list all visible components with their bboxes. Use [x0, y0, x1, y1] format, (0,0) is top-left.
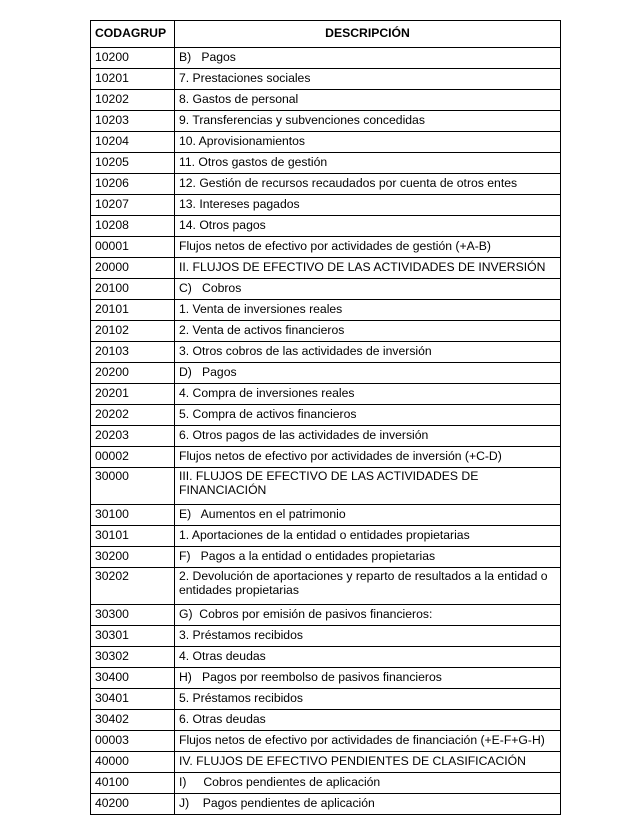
table-row [91, 237, 561, 258]
row-description: B) Pagos [175, 48, 561, 69]
table-row [91, 773, 561, 794]
row-code: 30400 [91, 668, 175, 689]
table-row [91, 216, 561, 237]
row-code: 40000 [91, 752, 175, 773]
table-row [91, 710, 561, 731]
table-row [91, 279, 561, 300]
row-description: 4. Compra de inversiones reales [175, 384, 561, 405]
row-description: 1. Venta de inversiones reales [175, 300, 561, 321]
table-body [91, 48, 561, 815]
table-row [91, 731, 561, 752]
table-row [91, 526, 561, 547]
row-code: 40200 [91, 794, 175, 815]
row-description: 2. Devolución de aportaciones y reparto de resultados a la entidad o entidades propietarias [175, 568, 561, 605]
row-description: C) Cobros [175, 279, 561, 300]
row-description: 5. Préstamos recibidos [175, 689, 561, 710]
row-code: 30202 [91, 568, 175, 605]
table-row [91, 752, 561, 773]
table-row [91, 547, 561, 568]
row-description: 5. Compra de activos financieros [175, 405, 561, 426]
table-row [91, 626, 561, 647]
row-code: 30101 [91, 526, 175, 547]
table-row [91, 111, 561, 132]
row-code: 30300 [91, 605, 175, 626]
row-description: 7. Prestaciones sociales [175, 69, 561, 90]
row-description: 3. Otros cobros de las actividades de inversión [175, 342, 561, 363]
row-description: E) Aumentos en el patrimonio [175, 505, 561, 526]
table-row [91, 505, 561, 526]
table-row [91, 647, 561, 668]
row-description: Flujos netos de efectivo por actividades de financiación (+E-F+G-H) [175, 731, 561, 752]
row-code: 20103 [91, 342, 175, 363]
row-code: 30200 [91, 547, 175, 568]
table-row [91, 668, 561, 689]
row-description: H) Pagos por reembolso de pasivos financieros [175, 668, 561, 689]
row-description: 6. Otras deudas [175, 710, 561, 731]
row-description: II. FLUJOS DE EFECTIVO DE LAS ACTIVIDADES DE INVERSIÓN [175, 258, 561, 279]
table-row [91, 174, 561, 195]
row-description: I) Cobros pendientes de aplicación [175, 773, 561, 794]
row-code: 30401 [91, 689, 175, 710]
table-row [91, 794, 561, 815]
table-row [91, 447, 561, 468]
row-code: 10203 [91, 111, 175, 132]
row-code: 10202 [91, 90, 175, 111]
table-header-row [91, 21, 561, 48]
row-code: 30402 [91, 710, 175, 731]
row-description: 3. Préstamos recibidos [175, 626, 561, 647]
table-row [91, 69, 561, 90]
row-code: 30000 [91, 468, 175, 505]
row-code: 00003 [91, 731, 175, 752]
row-description: D) Pagos [175, 363, 561, 384]
row-description: 9. Transferencias y subvenciones concedidas [175, 111, 561, 132]
table-row [91, 363, 561, 384]
row-description: J) Pagos pendientes de aplicación [175, 794, 561, 815]
table-row [91, 195, 561, 216]
row-code: 20200 [91, 363, 175, 384]
row-description: 8. Gastos de personal [175, 90, 561, 111]
table-row [91, 605, 561, 626]
row-description: Flujos netos de efectivo por actividades de gestión (+A-B) [175, 237, 561, 258]
row-code: 30301 [91, 626, 175, 647]
row-description: 6. Otros pagos de las actividades de inversión [175, 426, 561, 447]
row-description: 13. Intereses pagados [175, 195, 561, 216]
row-code: 10205 [91, 153, 175, 174]
row-code: 20102 [91, 321, 175, 342]
table-row [91, 405, 561, 426]
table-row [91, 384, 561, 405]
table-row [91, 342, 561, 363]
row-code: 20100 [91, 279, 175, 300]
row-description: III. FLUJOS DE EFECTIVO DE LAS ACTIVIDADES DE FINANCIACIÓN [175, 468, 561, 505]
table-row [91, 689, 561, 710]
row-description: IV. FLUJOS DE EFECTIVO PENDIENTES DE CLASIFICACIÓN [175, 752, 561, 773]
row-description: 14. Otros pagos [175, 216, 561, 237]
code-table [90, 20, 561, 815]
row-description: Flujos netos de efectivo por actividades de inversión (+C-D) [175, 447, 561, 468]
row-description: 1. Aportaciones de la entidad o entidades propietarias [175, 526, 561, 547]
table-row [91, 132, 561, 153]
row-code: 10206 [91, 174, 175, 195]
row-code: 10207 [91, 195, 175, 216]
row-description: F) Pagos a la entidad o entidades propietarias [175, 547, 561, 568]
table-row [91, 90, 561, 111]
table-row [91, 153, 561, 174]
table-row [91, 468, 561, 505]
row-code: 20000 [91, 258, 175, 279]
row-code: 10208 [91, 216, 175, 237]
row-description: 2. Venta de activos financieros [175, 321, 561, 342]
table-row [91, 258, 561, 279]
row-code: 00001 [91, 237, 175, 258]
row-description: 10. Aprovisionamientos [175, 132, 561, 153]
row-code: 10204 [91, 132, 175, 153]
header-codagrup: CODAGRUP [91, 21, 175, 48]
row-code: 20203 [91, 426, 175, 447]
table-row [91, 48, 561, 69]
table-row [91, 426, 561, 447]
row-code: 40100 [91, 773, 175, 794]
row-description: 4. Otras deudas [175, 647, 561, 668]
row-code: 20202 [91, 405, 175, 426]
row-code: 30100 [91, 505, 175, 526]
row-code: 10200 [91, 48, 175, 69]
row-code: 20101 [91, 300, 175, 321]
table-row [91, 300, 561, 321]
table-row [91, 568, 561, 605]
row-description: 11. Otros gastos de gestión [175, 153, 561, 174]
row-code: 30302 [91, 647, 175, 668]
row-code: 20201 [91, 384, 175, 405]
header-descripcion: DESCRIPCIÓN [175, 21, 561, 48]
row-description: G) Cobros por emisión de pasivos financieros: [175, 605, 561, 626]
table-row [91, 321, 561, 342]
row-description: 12. Gestión de recursos recaudados por cuenta de otros entes [175, 174, 561, 195]
row-code: 00002 [91, 447, 175, 468]
row-code: 10201 [91, 69, 175, 90]
